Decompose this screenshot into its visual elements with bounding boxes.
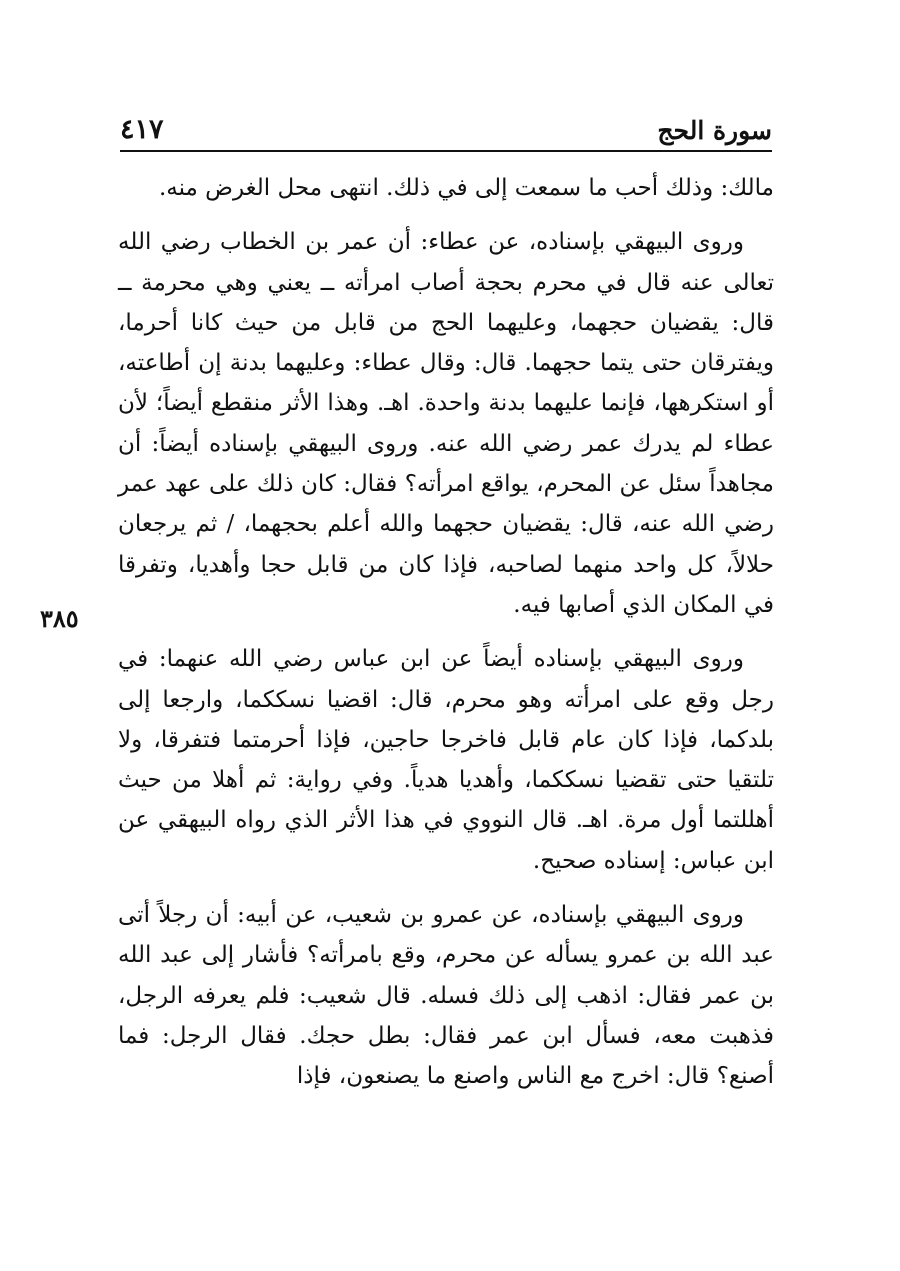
page-header xyxy=(120,110,772,154)
header-rule xyxy=(120,150,772,152)
paragraph: وروى البيهقي بإسناده، عن عمرو بن شعيب، عن أبيه: أن رجلاً أتى عبد الله بن عمرو يسأله عن محرم، وقع بامرأته؟ فأشار إلى عبد الله بن عمر فقال: اذهب إلى ذلك فسله. قال شعيب: فلم يعرفه الرجل، فذهبت معه، فسأل ابن عمر فقال: بطل حجك. فقال الرجل: فما أصنع؟ قال: اخرج مع الناس واصنع ما يصنعون، فإذا xyxy=(118,902,774,1090)
paragraph: مالك: وذلك أحب ما سمعت إلى في ذلك. انتهى محل الغرض منه. xyxy=(158,175,774,201)
paragraph: وروى البيهقي بإسناده أيضاً عن ابن عباس رضي الله عنهما: في رجل وقع على امرأته وهو محرم، قال: اقضيا نسككما، وارجعا إلى بلدكما، فإذا كان عام قابل فاخرجا حاجين، فإذا أحرمتما فتفرقا، ولا تلتقيا حتى تقضيا نسككما، وأهديا هدياً. وفي رواية: ثم أهلا من حيث أهللتما أول مرة. اهـ. قال النووي في هذا الأثر الذي رواه البيهقي عن ابن عباس: إسناده صحيح. xyxy=(118,646,774,874)
paragraph: وروى البيهقي بإسناده، عن عطاء: أن عمر بن الخطاب رضي الله تعالى عنه قال في محرم بحجة أصاب امرأته ــ يعني وهي محرمة ــ قال: يقضيان حجهما، وعليهما الحج من قابل من حيث كانا أحرما، ويفترقان حتى يتما حجهما. قال: وقال عطاء: وعليهما بدنة إن أطاعته، أو استكرهها، فإنما عليهما بدنة واحدة. اهـ. وهذا الأثر منقطع أيضاً؛ لأن عطاء لم يدرك عمر رضي الله عنه. وروى البيهقي بإسناده أيضاً: أن مجاهداً سئل عن المحرم، يواقع امرأته؟ فقال: كان ذلك على عهد عمر رضي الله عنه، قال: يقضيان حجهما والله أعلم بحجهما، / ثم يرجعان حلالاً، كل واحد منهما لصاحبه، فإذا كان من قابل حجا وأهديا، وتفرقا في المكان الذي أصابها فيه. xyxy=(118,229,774,618)
surah-title: سورة الحج xyxy=(657,116,772,145)
page-number: ٤١٧ xyxy=(120,114,164,145)
margin-page-reference: ٣٨٥ xyxy=(40,604,79,633)
main-text xyxy=(118,168,774,1097)
